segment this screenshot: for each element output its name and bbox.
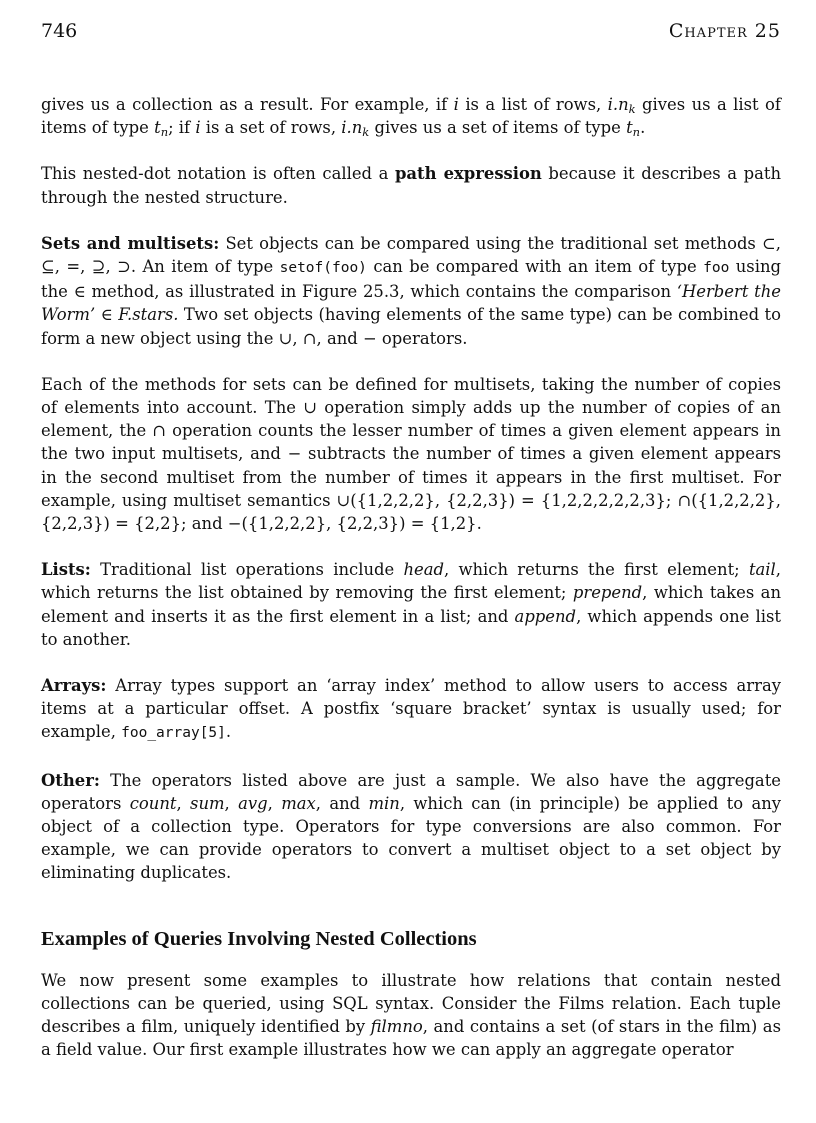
arrays-paragraph: Arrays: Array types support an ‘array index’ method to allow users to access array items at a particular offset. A postfix ‘square bracket’ syntax is usually used; for example, foo_array[5]. — [41, 676, 781, 742]
path-expression-term: path expression — [394, 164, 542, 184]
page-header — [41, 20, 781, 50]
foo-code: foo — [703, 260, 730, 277]
herbert-expression: ‘Herbert the Worm’ ∈ F.stars. — [41, 282, 781, 325]
sets-heading: Sets and multisets: — [41, 233, 220, 253]
setof-code: setof(foo) — [279, 260, 367, 277]
section-paragraph: We now present some examples to illustrate how relations that contain nested collections can be queried, using SQL syntax. Consider the Films relation. Each tuple describes a film, uniquely identified by filmno, and contains a set (of stars in the film) as a field value. Our first example illustrates how we can apply an aggregate operator — [41, 970, 781, 1060]
section-title: Examples of Queries Involving Nested Collections — [41, 927, 477, 950]
page — [41, 20, 781, 1062]
lists-heading: Lists: — [41, 560, 91, 580]
page-number: 746 — [41, 20, 78, 42]
chapter-title: Chapter 25 — [668, 20, 781, 42]
foo-array-code: foo_array[5] — [121, 725, 226, 742]
multisets-paragraph: Each of the methods for sets can be defined for multisets, taking the number of copies of elements into account. The ∪ operation simply adds up the number of copies of an element, the ∩ operation counts the lesser number of times a given element appears in the two input multisets, and − subtracts the number of times a given element appears in the second multiset from the number of times it appears in the first multiset. For example, using multiset semantics ∪({1,2,2,2}, {2,2,3}) = {1,2,2,2,2,2,3}; ∩({1,2,2,2}, {2,2,3}) = {2,2}; and −({1,2,2,2}, {2,2,3}) = {1,2}. — [41, 374, 781, 534]
path-expression-paragraph: This nested-dot notation is often called a path expression because it describes a path through the nested structure. — [41, 164, 782, 207]
intro-paragraph: gives us a collection as a result. For example, if i is a list of rows, $i.n_k$ gives us a list of items of type $t_n$; if i is a set of rows, $i.n_k$ gives us a set of items of type $t_n$. — [41, 95, 781, 140]
arrays-heading: Arrays: — [41, 676, 107, 696]
other-heading: Other: — [41, 770, 100, 790]
other-paragraph: Other: The operators listed above are just a sample. We also have the aggregate operators count, sum, avg, max, and min, which can (in principle) be applied to any object of a collection type. Operators for type conversions are also common. For example, we can provide operators to convert a multiset object to a set object by eliminating duplicates. — [41, 770, 782, 883]
lists-paragraph: Lists: Traditional list operations include head, which returns the first element; tail, which returns the list obtained by removing the first element; prepend, which takes an element and inserts it as the first element in a list; and append, which appends one list to another. — [41, 560, 781, 649]
sets-paragraph: Sets and multisets: Set objects can be compared using the traditional set methods ⊂, ⊆, =, ⊇, ⊃. An item of type setof(foo) can be compared with an item of type foo using the ∈ method, as illustrated in Figure 25.3, which contains the comparison ‘Herbert the Worm’ ∈ F.stars. Two set objects (having elements of the same type) can be combined to form a new object using the ∪, ∩, and − operators. — [41, 233, 782, 348]
